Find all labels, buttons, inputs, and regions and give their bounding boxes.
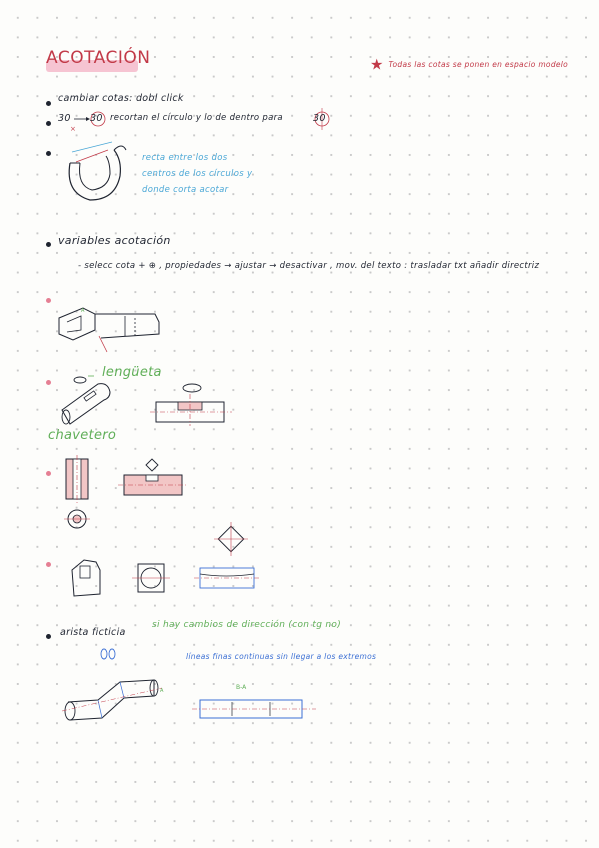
hub-sketch (62, 455, 202, 535)
bullet-3 (46, 151, 51, 156)
page-title: ACOTACIÓN (46, 48, 151, 68)
bullet-8 (46, 562, 51, 567)
pipe-a-label: A (160, 688, 164, 694)
bullet-4 (46, 242, 51, 247)
line-recortan: recortan el círculo y lo de dentro para (110, 113, 283, 123)
arista-note: si hay cambios de dirección (con tg no) (152, 620, 342, 630)
line-cambiar-cotas: cambiar cotas: dobl click (58, 93, 184, 104)
top-note (370, 54, 568, 74)
clevis-sketch (55, 300, 175, 360)
svg-text:×: × (70, 125, 76, 133)
bullet-6 (46, 380, 51, 385)
bullet-9 (46, 634, 51, 639)
variables-heading: variables acotación (58, 234, 171, 247)
dim-30-b: 30 (90, 113, 103, 124)
label-lenguieta: lengüeta (102, 365, 162, 380)
block-sketches (66, 556, 266, 606)
arista-heading: arista ficticia (60, 627, 126, 638)
dim-30-c: 30 (313, 113, 326, 124)
hook-sketch (60, 138, 140, 208)
bullet-2 (46, 121, 51, 126)
top-note-text: Todas las cotas se ponen en espacio modelo (388, 60, 569, 69)
bullet-7 (46, 471, 51, 476)
label-chavetero: chavetero (48, 428, 117, 443)
variables-detail: - selecc cota + ⊕ , propiedades → ajustar → desactivar , mov. del texto : trasladar txt añadir directriz (78, 261, 540, 271)
section-label: B-A (236, 684, 247, 691)
title-block (46, 48, 150, 68)
bent-pipe-sketch (62, 648, 172, 728)
section-keyway-sketch (148, 380, 238, 430)
hook-note: recta entre los dos centros de los círculos y donde corta acotar (142, 153, 253, 195)
bullet-5 (46, 298, 51, 303)
sketch-a-label: A (81, 308, 85, 314)
bullet-1 (46, 101, 51, 106)
dim-30-a: 30 (58, 113, 71, 124)
section-view-sketch (192, 694, 322, 730)
star-icon: ★ (370, 55, 384, 74)
lineas-note: líneas finas continuas sin llegar a los extremos (186, 652, 377, 661)
diamond-sketch (214, 522, 250, 558)
